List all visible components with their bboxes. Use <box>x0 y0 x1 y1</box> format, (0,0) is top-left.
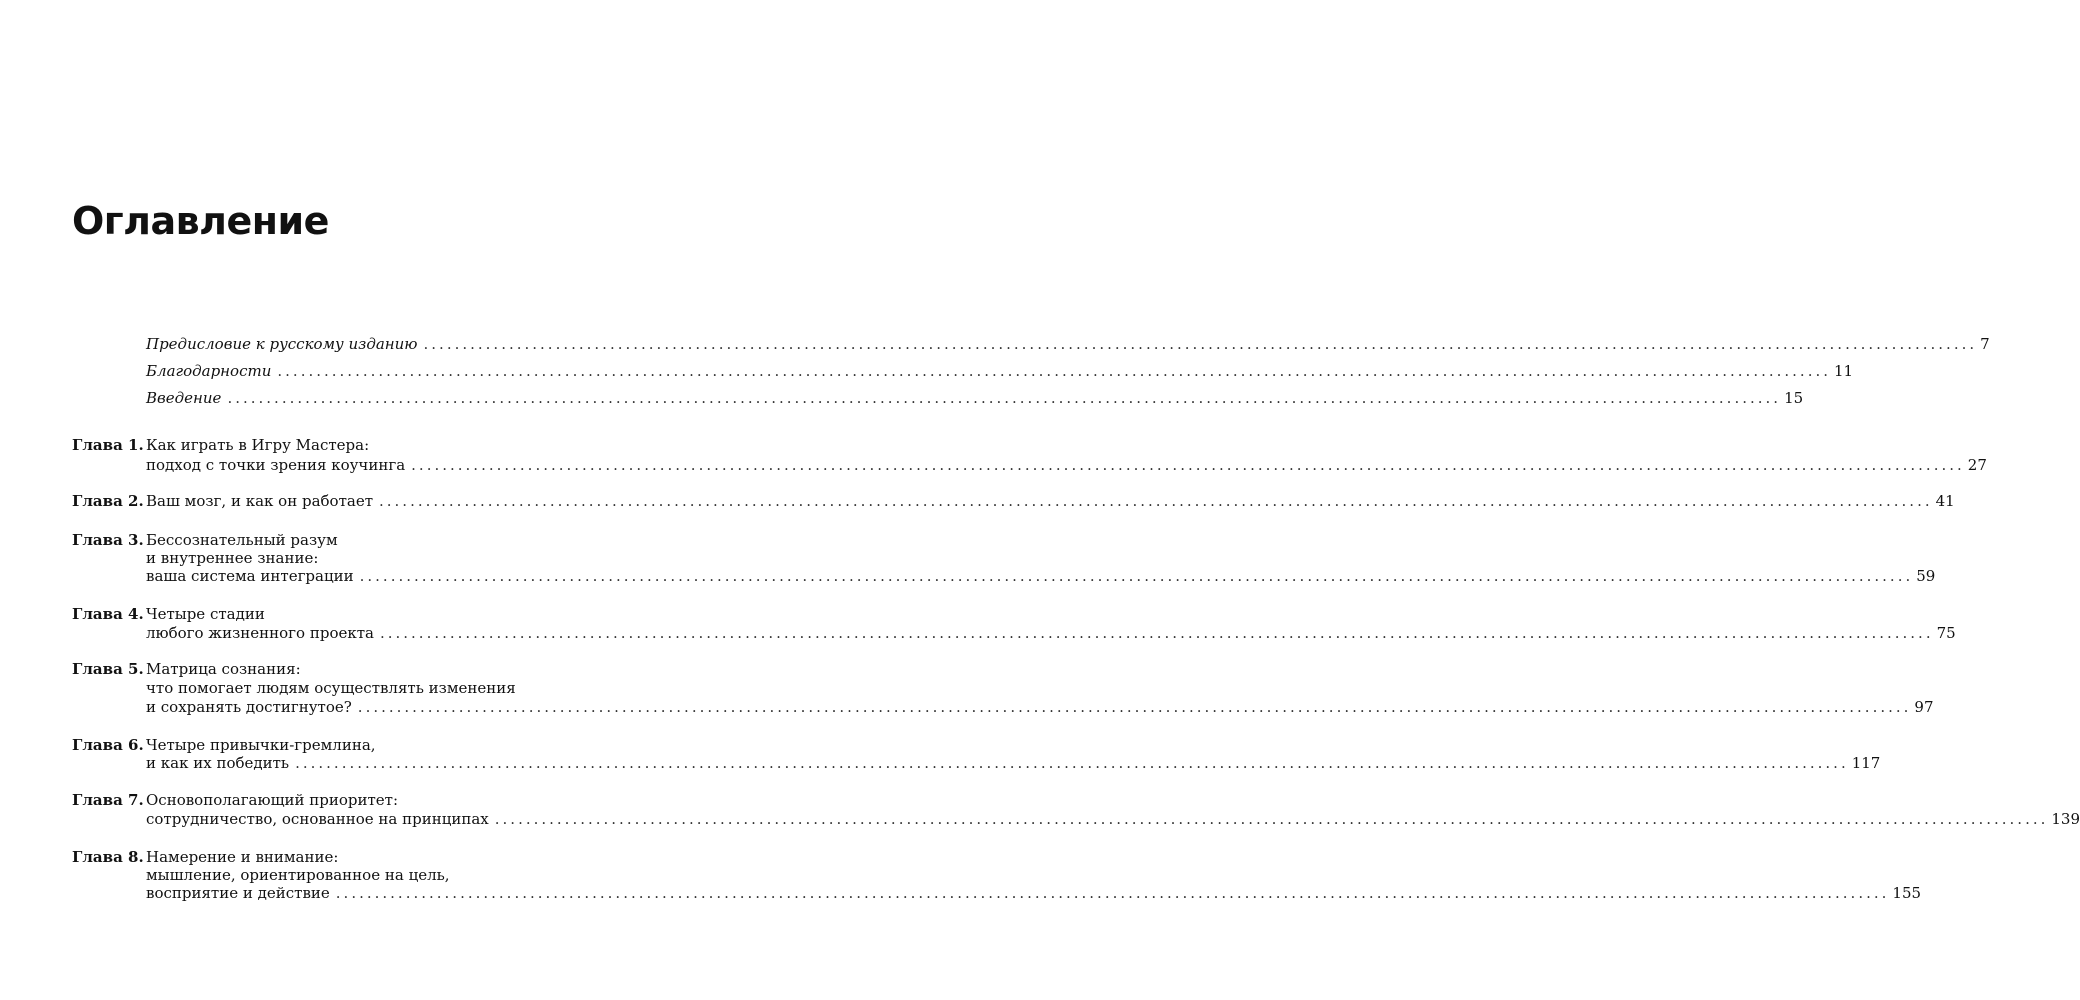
leader-dots: ........................................................................................................................................................................................................ <box>411 456 1965 474</box>
toc-page-number: 117 <box>1851 754 1881 772</box>
toc-entry-title: Предисловие к русскому изданию <box>146 335 418 353</box>
chapter-3-entry[interactable] <box>146 565 1936 587</box>
chapter-6-title-line[interactable]: Четыре привычки-гремлина, <box>146 736 376 754</box>
chapter-8-entry[interactable] <box>146 882 1922 904</box>
chapter-8-title-line: восприятие и действие <box>146 884 330 902</box>
chapter-1-entry[interactable] <box>146 454 1987 476</box>
page-title: Оглавление <box>72 199 329 243</box>
leader-dots: ........................................................................................................................................................................................................ <box>359 567 1914 585</box>
chapter-3-title-line[interactable]: Бессознательный разум <box>146 531 338 549</box>
toc-entry-acknowledgements[interactable] <box>146 360 1854 382</box>
toc-entry-preface[interactable] <box>146 333 1990 355</box>
toc-page-number: 11 <box>1834 362 1854 380</box>
chapter-8-label: Глава 8. <box>72 848 144 866</box>
chapter-6-title-line: и как их победить <box>146 754 290 772</box>
chapter-3-label: Глава 3. <box>72 531 144 549</box>
chapter-5-label: Глава 5. <box>72 660 144 678</box>
chapter-8-title-line[interactable]: мышление, ориентированное на цель, <box>146 866 450 884</box>
toc-page-number: 15 <box>1784 389 1804 407</box>
leader-dots: ........................................................................................................................................................................................................ <box>335 884 1890 902</box>
chapter-1-label: Глава 1. <box>72 436 144 454</box>
leader-dots: ........................................................................................................................................................................................................ <box>227 389 1782 407</box>
leader-dots: ........................................................................................................................................................................................................ <box>423 335 1978 353</box>
leader-dots: ........................................................................................................................................................................................................ <box>295 754 1849 772</box>
leader-dots: ........................................................................................................................................................................................................ <box>277 362 1832 380</box>
toc-entry-title: Введение <box>146 389 222 407</box>
chapter-2-label: Глава 2. <box>72 492 144 510</box>
chapter-2-entry[interactable] <box>146 490 1955 512</box>
chapter-4-entry[interactable] <box>146 622 1956 644</box>
leader-dots: ........................................................................................................................................................................................................ <box>494 810 2049 828</box>
toc-page-number: 155 <box>1892 884 1922 902</box>
leader-dots: ........................................................................................................................................................................................................ <box>357 698 1912 716</box>
toc-entry-introduction[interactable] <box>146 387 1804 409</box>
toc-page-number: 139 <box>2051 810 2080 828</box>
chapter-5-entry[interactable] <box>146 696 1934 718</box>
toc-page-number: 41 <box>1935 492 1955 510</box>
toc-entry-title: Благодарности <box>146 362 272 380</box>
chapter-7-title-line: сотрудничество, основанное на принципах <box>146 810 489 828</box>
toc-page-number: 7 <box>1980 335 1990 353</box>
chapter-2-title-line: Ваш мозг, и как он работает <box>146 492 373 510</box>
chapter-1-title-line[interactable]: Как играть в Игру Мастера: <box>146 436 370 454</box>
chapter-7-label: Глава 7. <box>72 791 144 809</box>
toc-page-number: 59 <box>1916 567 1936 585</box>
chapter-8-title-line[interactable]: Намерение и внимание: <box>146 848 339 866</box>
chapter-6-entry[interactable] <box>146 752 1881 774</box>
chapter-4-label: Глава 4. <box>72 605 144 623</box>
chapter-5-title-line: и сохранять достигнутое? <box>146 698 352 716</box>
chapter-4-title-line[interactable]: Четыре стадии <box>146 605 265 623</box>
toc-page-number: 27 <box>1967 456 1987 474</box>
leader-dots: ........................................................................................................................................................................................................ <box>379 624 1934 642</box>
chapter-5-title-line[interactable]: Матрица сознания: <box>146 660 301 678</box>
toc-page-number: 97 <box>1914 698 1934 716</box>
chapter-6-label: Глава 6. <box>72 736 144 754</box>
chapter-7-entry[interactable] <box>146 808 2080 830</box>
chapter-7-title-line[interactable]: Основополагающий приоритет: <box>146 791 399 809</box>
chapter-1-title-line: подход с точки зрения коучинга <box>146 456 406 474</box>
chapter-3-title-line: ваша система интеграции <box>146 567 354 585</box>
chapter-5-title-line[interactable]: что помогает людям осуществлять изменения <box>146 679 516 697</box>
leader-dots: ........................................................................................................................................................................................................ <box>379 492 1933 510</box>
chapter-4-title-line: любого жизненного проекта <box>146 624 374 642</box>
chapter-3-title-line[interactable]: и внутреннее знание: <box>146 549 319 567</box>
toc-page-number: 75 <box>1936 624 1956 642</box>
